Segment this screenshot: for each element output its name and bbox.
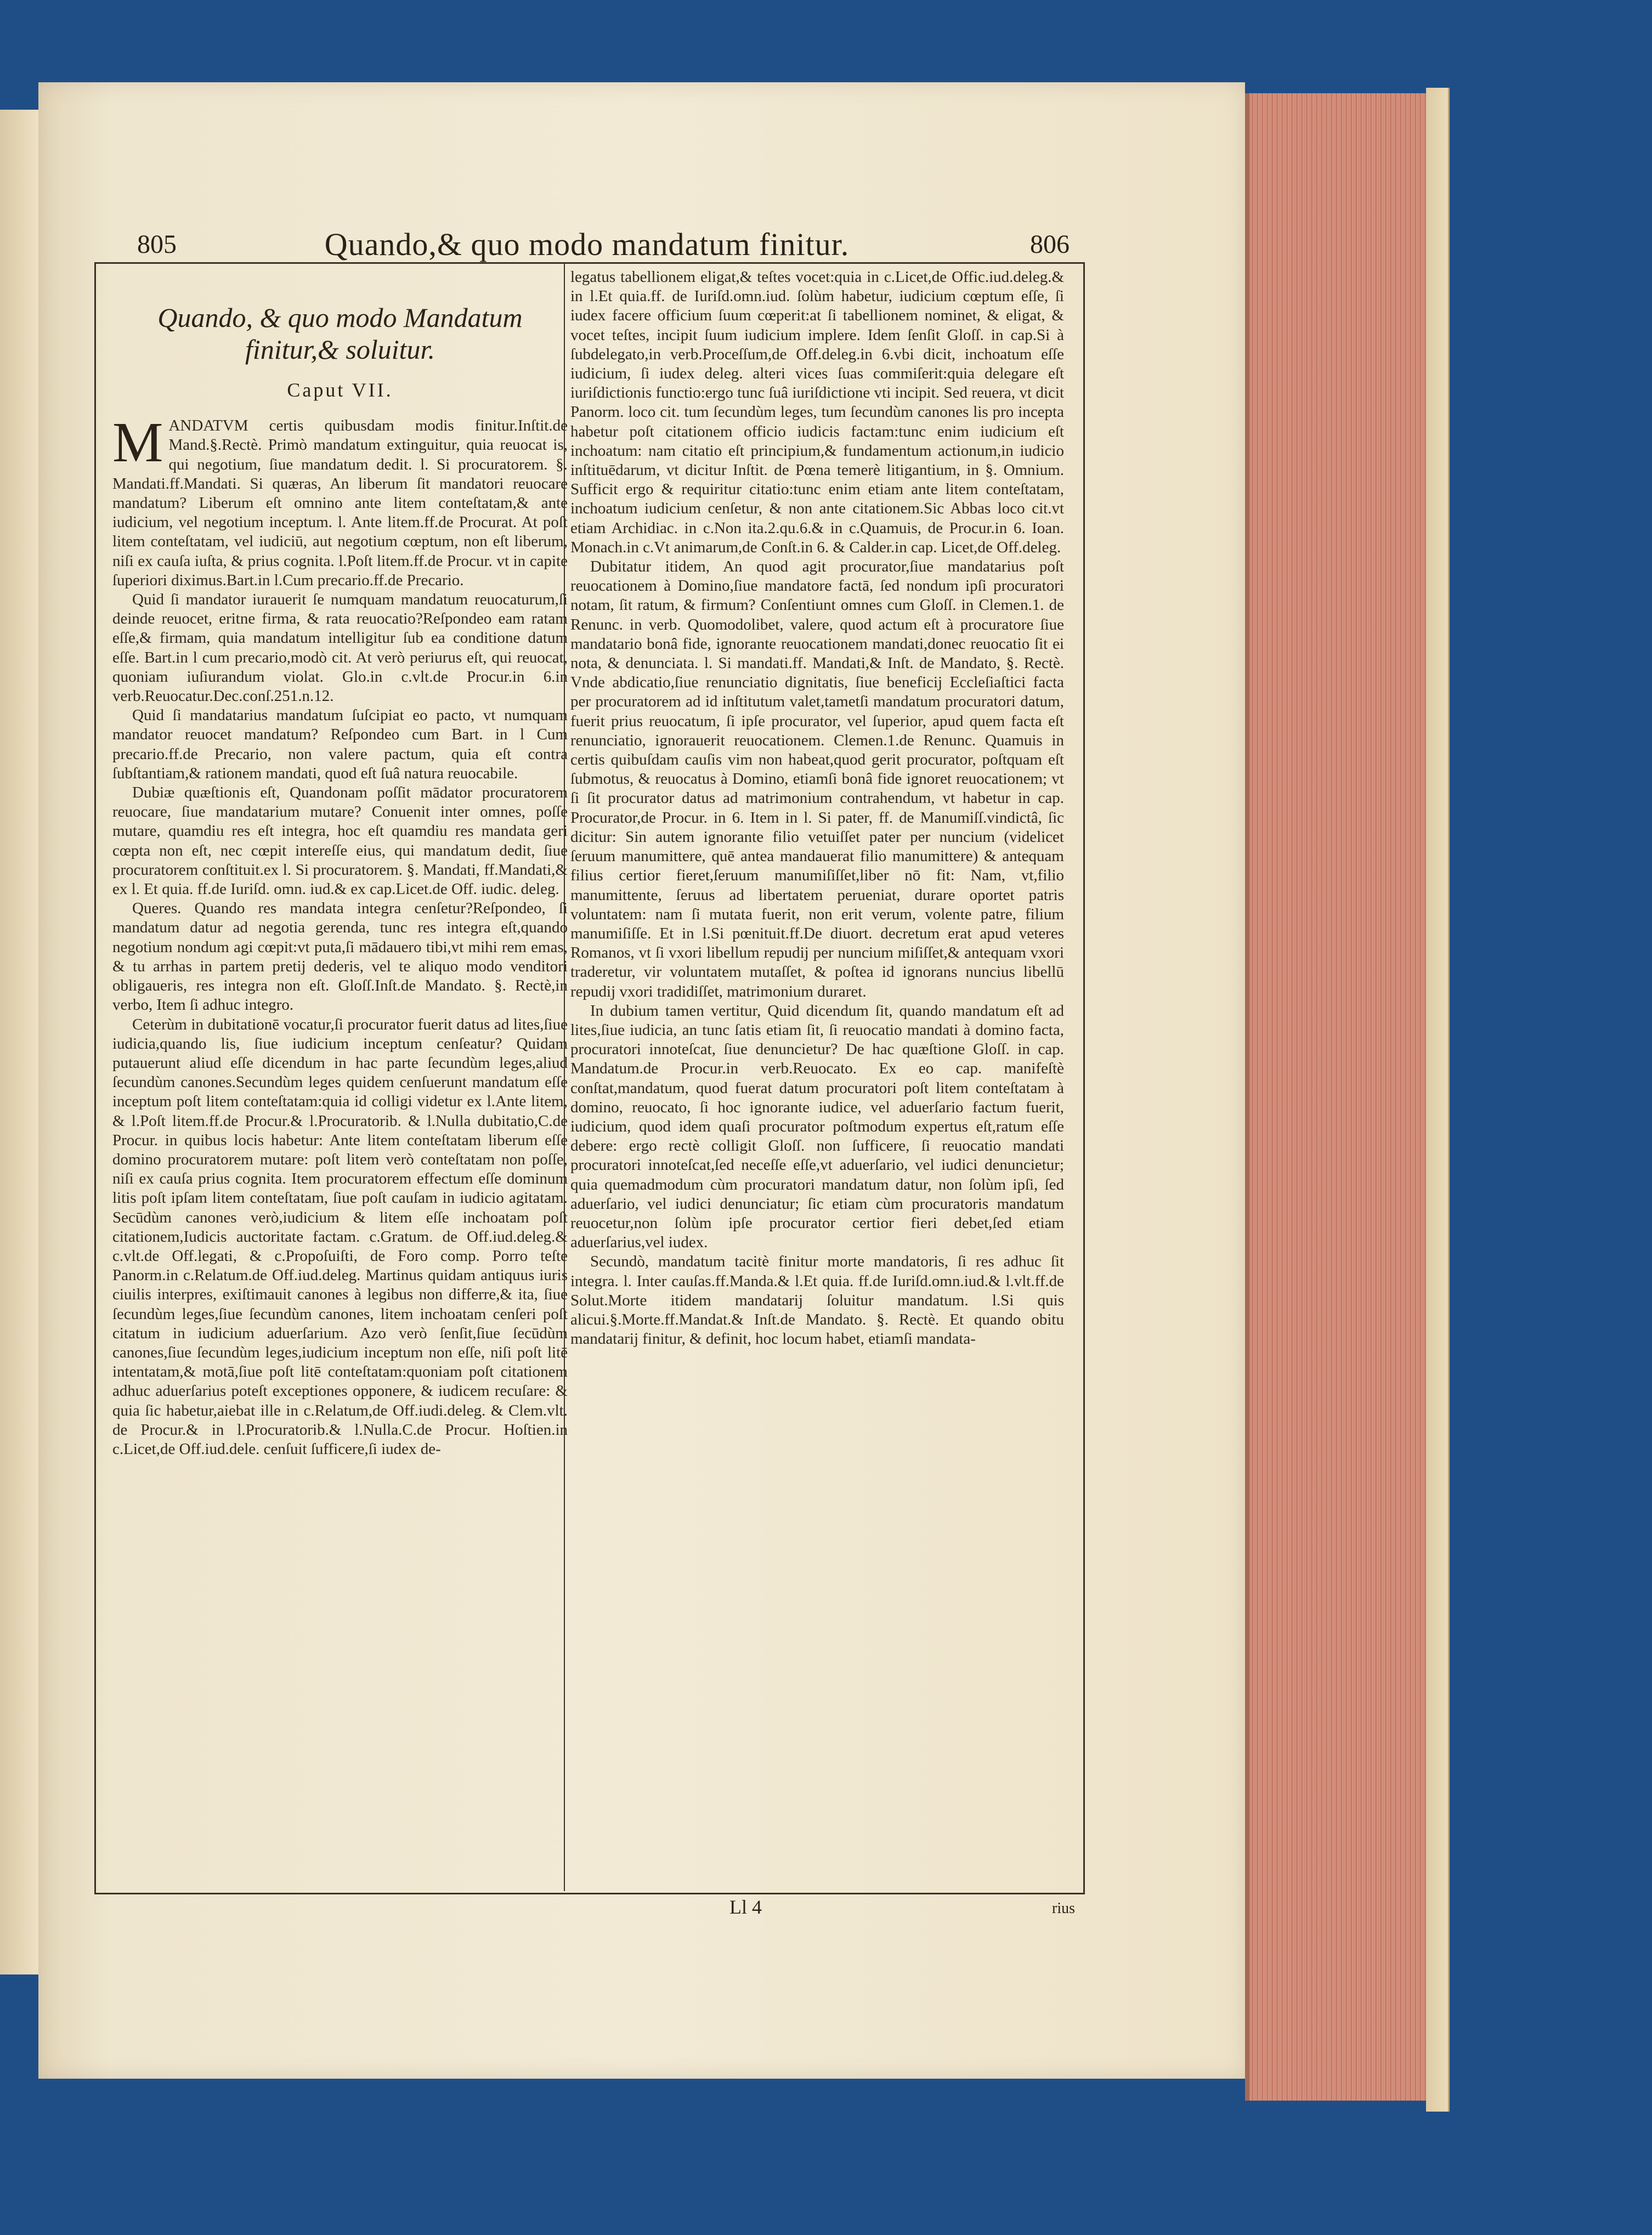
left-page-edge <box>0 110 39 1974</box>
left-page-number: 805 <box>137 230 177 259</box>
paragraph: In dubium tamen vertitur, Quid dicendum ſit, quando mandatum eſt ad lites,ſiue iudicia, an tunc ſatis etiam ſit, ſi reuocatio mandati à domino facta, procuratori innoteſcat, ſiue denuncietur? De hac quæſtione Gloſſ. in cap. Mandatum.de Procur.in verb.Reuocato. Ex eo cap. manifeſtè conſtat,mandatum, quod fuerat datum procuratori poſt litem conteſtatam à domino, reuocato, ſi hoc ignorante iudice, vel aduerſario factum fuerit, iudicium, quod idem quaſi procurator poſtmodum expertus eſt,ratum eſſe debere: ergo rectè colligit Gloſſ. non ſufficere, ſi reuocatio mandati procuratori innoteſcat,ſed neceſſe eſſe,vt aduerſario, vel iudici denuncietur; quia quemadmodum cùm procuratori mandatum datur, non ſolùm ipſi, ſed aduerſario, vel iudici denunciatur; ſic etiam cùm procuratoris mandatum reuocetur,non ſolùm ipſe procurator certior fieri debet,ſed etiam aduerſarius,vel iudex. <box>570 1001 1064 1252</box>
chapter-title: Quando, & quo modo Mandatum finitur,& soluitur. <box>157 302 523 365</box>
signature-mark: Ll 4 <box>729 1896 762 1918</box>
page-footer <box>548 1895 1086 1923</box>
paragraph: Queres. Quando res mandata integra cenſetur?Reſpondeo, ſi mandatum datur ad negotia gerenda, tunc res integra eſt,quando negotium nondum agi cœpit:vt puta,ſi mādauero tibi,vt mihi rem emas, & tu arrhas in partem pretij dederis, vel te aliquo modo venditori obligaueris, res integra non eſt. Gloſſ.Inſt.de Mandato. §. Rectè,in verbo, Item ſi adhuc integro. <box>112 899 568 1014</box>
paragraph: Ceterùm in dubitationē vocatur,ſi procurator fuerit datus ad lites,ſiue iudicia,quando lis, ſiue iudicium inceptum cenſeatur? Quidam putauerunt aliud eſſe dicendum in hac parte ſecundùm leges,aliud ſecundùm canones.Secundùm leges quidem cenſuerunt mandatum eſſe inceptum poſt litem conteſtatam:quia id colligi videtur ex l.Ante litem, & l.Poſt litem.ff.de Procur.& l.Procuratorib. & l.Nulla dubitatio,C.de Procur. in quibus locis habetur: Ante litem conteſtatam liberum eſſe domino procuratorem mutare: poſt litem verò conteſtatam non poſſe, niſi ex cauſa prius cognita. Item procuratorem effectum eſſe dominum litis poſt ipſam litem conteſtatam, ſiue poſt cauſam in iudicio agitatam. Secūdùm canones verò,iudicium & litem eſſe inchoatam poſt citationem,Iudicis auctoritate factam. c.Gratum. de Off.iud.deleg.& c.vlt.de Off.legati, & c.Propoſuiſti, de Foro comp. Porro teſte Panorm.in c.Relatum.de Off.iud.deleg. Martinus quidam antiquus iuris ciuilis interpres, exiſtimauit canones à legibus non differre,& ita, ſiue ſecundùm leges,ſiue ſecundùm canones, litem inchoatam cenſeri poſt citatum in iudicium aduerſarium. Azo verò ſenſit,ſiue ſecūdùm canones,ſiue ſecundùm leges,iudicium inceptum non eſſe, niſi poſt litē intentatam,& motā,ſiue poſt litē conteſtatam:quoniam poſt citationem adhuc aduerſarius poteſt exceptiones opponere, & iudicem recuſare: & quia ſic habetur,aiebat ille in c.Relatum,de Off.iudi.deleg. & Clem.vlt. de Procur.& in l.Procuratorib.& l.Nulla.C.de Procur. Hoſtien.in c.Licet,de Off.iud.dele. cenſuit ſufficere,ſi iudex de- <box>112 1015 568 1458</box>
paragraph: Dubiæ quæſtionis eſt, Quandonam poſſit mādator procuratorem reuocare, ſiue mandatarium mutare? Conuenit inter omnes, poſſe mutare, quamdiu res eſt integra, hoc eſt quamdiu res mandata geri cœpta non eſt, nec cœpit intereſſe eius, qui mandatum dedit, ſiue procuratorem conſtituit.ex l. Si procuratorem. §. Mandati, ff.Mandati,& ex l. Et quia. ff.de Iuriſd. omn. iud.& ex cap.Licet.de Off. iudic. deleg. <box>112 784 568 898</box>
right-column <box>570 268 1064 1349</box>
catchword: rius <box>1052 1900 1075 1917</box>
paragraph: legatus tabellionem eligat,& teſtes vocet:quia in c.Licet,de Offic.iud.deleg.& in l.Et quia.ff. de Iuriſd.omn.iud. ſolùm habetur, iudicium cœptum eſſe, ſi iudex facere officium ſuum cœperit:at ſi tabellionem nominet, & eligat, & vocet teſtes, incipit ſuum iudicium implere. Idem ſenſit Gloſſ. in cap.Si à ſubdelegato,in verb.Proceſſum,de Off.deleg.in 6.vbi dicit, inchoatum eſſe iudicium, ſi iudex deleg. alteri vices ſuas commiſerit:quia delegare eſt iuriſdictionis functio:ergo tunc ſuâ iuriſdictione vti incipit. Sed reuera, vt dicit Panorm. loco cit. tum ſecundùm leges, tum ſecundùm canones lis pro incepta habetur poſt citationem officio iudicis factam:tunc enim iudicium eſt inchoatum: nam citatio eſt principium,& fundamentum actionum,in iudicio inſtituēdarum, vt dicitur Inſtit. de Pœna temerè litigantium, in §. Omnium. Sufficit ergo & requiritur citatio:tunc enim etiam ante litem conteſtatam, inchoatum iudicium cenſetur, & non ante citationem.Sic Abbas loco cit.vt etiam Archidiac. in c.Non ita.2.qu.6.& in c.Quamuis, de Procur.in 6. Ioan. Monach.in c.Vt animarum,de Conſt.in 6. & Calder.in cap. Licet,de Off.deleg. <box>570 268 1064 556</box>
cover-edge <box>1426 88 1450 2112</box>
paragraph: Quid ſi mandatarius mandatum ſuſcipiat eo pacto, vt numquam mandator reuocet mandatum? Reſpondeo cum Bart. in l Cum precario.ff.de Precario, non valere pactum, quia eſt contra ſubſtantiam,& rationem mandati, quod eſt ſuâ natura reuocabile. <box>112 706 568 782</box>
paragraph: Quid ſi mandator iurauerit ſe numquam mandatum reuocaturum,ſi deinde reuocet, eritne firma, & rata reuocatio?Reſpondeo eam ratam eſſe,& firmam, quia mandatum intelligitur ſub ea conditione datum eſſe. Bart.in l cum precario,modò cit. At verò periurus eſt, qui reuocat, quoniam iuſiurandum violat. Glo.in c.vlt.de Procur.in 6.in verb.Reuocatur.Dec.conſ.251.n.12. <box>112 591 568 705</box>
paragraph <box>112 411 568 590</box>
running-title: Quando,& quo modo mandatum finitur. <box>324 227 850 262</box>
paragraph: Dubitatur itidem, An quod agit procurator,ſiue mandatarius poſt reuocationem à Domino,ſiue mandatore factā, ſed nondum ipſi procuratori notam, ſit ratum, & firmum? Conſentiunt omnes cum Gloſſ. in Clemen.1. de Renunc. in verb. Quomodolibet, valere, quod actum eſt à procuratore ſiue mandatario bonâ fide, ignorante reuocationem mandati,donec reuocatio ſit ei nota, & denunciata. l. Si mandati.ff. Mandati,& Inſt. de Mandato, §. Rectè. Vnde abdicatio,ſiue renunciatio dignitatis, ſiue beneficij Eccleſiaſtici facta per procuratorem ad id inſtitutum valet,tametſi mandatum procuratori datum, fuerit prius reuocatum, ſi ipſe procurator, vel ſuperior, apud quem facta eſt renunciatio, ignorauerit reuocationem. Clemen.1.de Renunc. Quamuis in certis quibuſdam cauſis vim non habeat,quod gerit procurator, poſtquam eſt ſubmotus, & reuocatus à Domino, etiamſi bonâ fide ignoret reuocationem; vt ſi ſit procurator datus ad matrimonium contrahendum, vt habetur in cap. Procurator,de Procur. in 6. Item in l. Si pater, ff. de Manumiſſ.vindictâ, ſic dicitur: Sin autem ignorante filio vetuiſſet pater per nuncium (videlicet ſeruum manumittere, quē antea mandauerat filio manumittere) & antequam filius certior fieret,ſeruum manumiſiſſet,liber nō fit: Nam, vt,filio manumittente, ſeruus ad libertatem perueniat, durare oportet patris voluntatem: nam ſi mutata fuerit, non erit verum, volente patre, filium manumiſiſſe. Et in l.Si pœnituit.ff.De diuort. decretum erat apud veteres Romanos, vt ſi vxori libellum repudij per nuncium miſiſſet,& antequam vxori traderetur, vir voluntatem mutaſſet, & poſtea id ignorans nuncius libellū repudij vxori tradidiſſet, matrimonium duraret. <box>570 558 1064 1000</box>
left-column <box>112 269 568 1459</box>
fore-edge <box>1245 93 1436 2101</box>
paragraph-text: ANDATVM certis quibusdam modis finitur.Inſtit.de Mand.§.Rectè. Primò mandatum extinguitur, quia reuocat is, qui negotium, ſiue mandatum dedit. l. Si procuratorem. §. Mandati.ff.Mandati. Si quæras, An liberum ſit mandatori reuocare mandatum? Liberum eſt omnino ante litem conteſtatam,& ante iudicium, vel negotium inceptum. l. Ante litem.ff.de Procurat. At poſt litem conteſtatam, vel iudiciū, aut negotium cœptum, non eſt liberum, niſi ex cauſa iuſta, & prius cognita. l.Poſt litem.ff.de Procur. vt in capite ſuperiori diximus.Bart.in l.Cum precario.ff.de Precario. <box>112 417 568 589</box>
drop-cap: M <box>112 411 163 474</box>
right-page-number: 806 <box>1030 230 1070 259</box>
running-header <box>88 229 1086 262</box>
paragraph: Secundò, mandatum tacitè finitur morte mandatoris, ſi res adhuc ſit integra. l. Inter cauſas.ff.Manda.& l.Et quia. ff.de Iuriſd.omn.iud.& l.vlt.ff.de Solut.Morte itidem mandatarij ſoluitur mandatum. l.Si quis alicui.§.Morte.ff.Mandat.& Inſt.de Mandato. §. Rectè. Et quando obitu mandatarij finitur, & definit, hoc locum habet, etiamſi mandata- <box>570 1253 1064 1348</box>
chapter-number: Caput VII. <box>287 379 393 401</box>
